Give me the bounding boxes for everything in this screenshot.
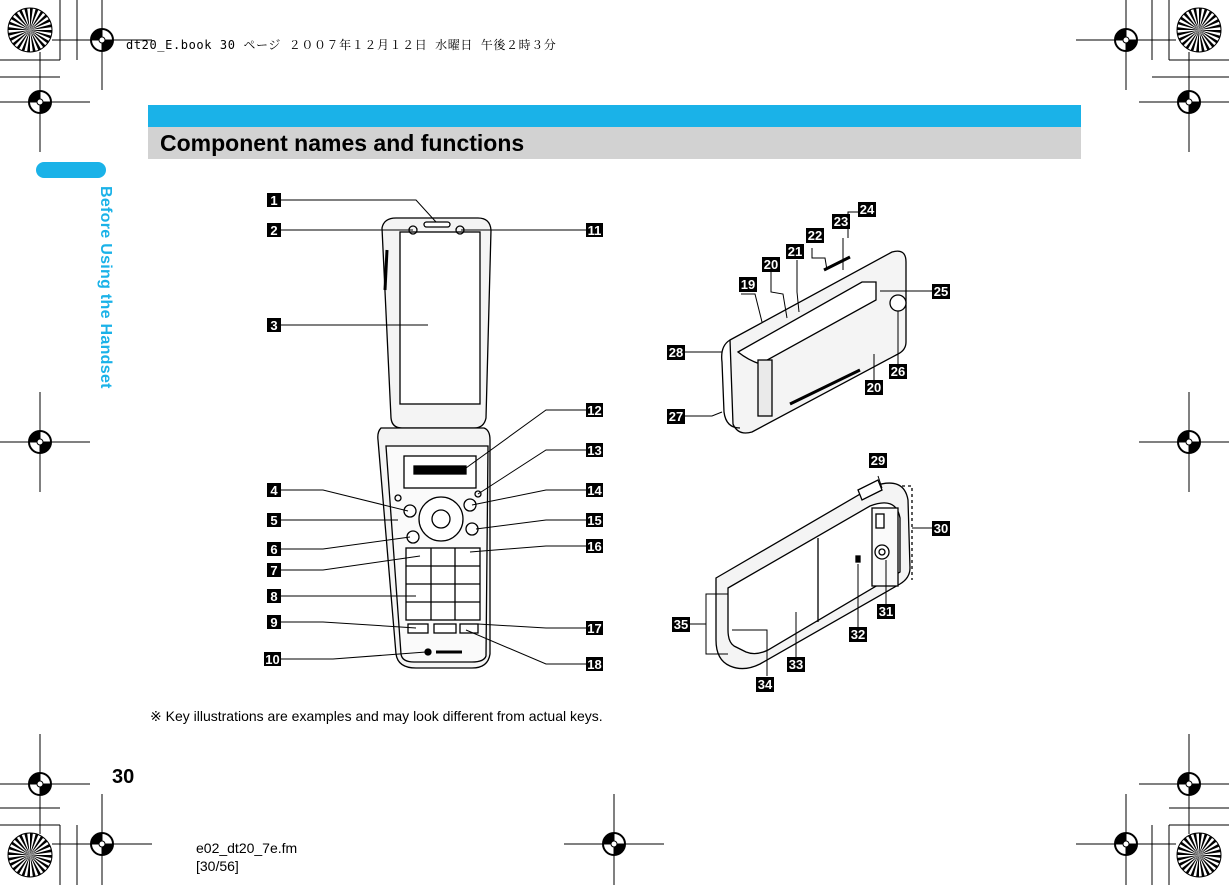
svg-text:8: 8 — [270, 589, 278, 604]
callout-30 — [932, 521, 950, 536]
svg-text:6: 6 — [270, 542, 278, 557]
callout-labels — [264, 193, 950, 692]
svg-text:9: 9 — [270, 615, 278, 630]
svg-text:25: 25 — [933, 284, 949, 299]
page-number: 30 — [112, 766, 135, 788]
section-title: Component names and functions — [160, 130, 525, 156]
callout-21 — [786, 244, 804, 259]
svg-text:20: 20 — [866, 380, 882, 395]
callout-16 — [586, 539, 603, 554]
svg-text:4: 4 — [270, 483, 278, 498]
svg-text:10: 10 — [265, 652, 280, 667]
callout-35 — [672, 617, 690, 632]
svg-text:20: 20 — [763, 257, 779, 272]
svg-text:18: 18 — [587, 657, 602, 672]
svg-text:22: 22 — [807, 228, 823, 243]
svg-text:32: 32 — [850, 627, 866, 642]
chapter-label: Before Using the Handset — [97, 186, 114, 389]
svg-text:21: 21 — [787, 244, 803, 259]
svg-text:1: 1 — [270, 193, 278, 208]
callout-23 — [832, 214, 850, 229]
callout-29 — [869, 453, 887, 468]
callout-11 — [586, 223, 603, 238]
callout-2 — [267, 223, 281, 238]
key-illustration-note: ※ Key illustrations are examples and may look different from actual keys. — [150, 708, 603, 724]
svg-text:23: 23 — [833, 214, 849, 229]
callout-15 — [586, 513, 603, 528]
svg-text:13: 13 — [587, 443, 602, 458]
svg-text:29: 29 — [870, 453, 886, 468]
svg-text:7: 7 — [270, 563, 278, 578]
callout-5 — [267, 513, 281, 528]
svg-text:31: 31 — [878, 604, 894, 619]
callout-34 — [756, 677, 774, 692]
callout-20-top — [762, 257, 780, 272]
callout-1 — [267, 193, 281, 208]
svg-text:28: 28 — [668, 345, 684, 360]
svg-text:14: 14 — [587, 483, 602, 498]
callout-6 — [267, 542, 281, 557]
svg-text:24: 24 — [859, 202, 875, 217]
callout-8 — [267, 589, 281, 604]
svg-text:3: 3 — [270, 318, 278, 333]
svg-text:12: 12 — [587, 403, 602, 418]
callout-25 — [932, 284, 950, 299]
svg-text:2: 2 — [270, 223, 278, 238]
callout-33 — [787, 657, 805, 672]
svg-text:16: 16 — [587, 539, 602, 554]
svg-text:33: 33 — [788, 657, 804, 672]
callout-10 — [264, 652, 281, 667]
callout-7 — [267, 563, 281, 578]
callout-22 — [806, 228, 824, 243]
callout-17 — [586, 621, 603, 636]
svg-text:15: 15 — [587, 513, 602, 528]
callout-32 — [849, 627, 867, 642]
callout-26 — [889, 364, 907, 379]
svg-text:5: 5 — [270, 513, 278, 528]
callout-18 — [586, 657, 603, 672]
svg-text:17: 17 — [587, 621, 602, 636]
callout-28 — [667, 345, 685, 360]
callout-3 — [267, 318, 281, 333]
footer-file-name: e02_dt20_7e.fm — [196, 840, 298, 856]
callout-20-bottom — [865, 380, 883, 395]
callout-19 — [739, 277, 757, 292]
handset-front-illustration — [378, 218, 491, 668]
callout-12 — [586, 403, 603, 418]
callout-14 — [586, 483, 603, 498]
print-header-line: dt20_E.book 30 ページ ２００７年１２月１２日 水曜日 午後２時３分 — [126, 38, 557, 52]
svg-text:27: 27 — [668, 409, 684, 424]
svg-text:11: 11 — [587, 223, 602, 238]
svg-text:35: 35 — [673, 617, 689, 632]
handset-back-illustration — [716, 480, 912, 669]
svg-text:26: 26 — [890, 364, 906, 379]
footer-page-ref: [30/56] — [196, 858, 239, 874]
callout-27 — [667, 409, 685, 424]
svg-text:30: 30 — [933, 521, 949, 536]
callout-31 — [877, 604, 895, 619]
callout-13 — [586, 443, 603, 458]
svg-text:34: 34 — [757, 677, 773, 692]
callout-9 — [267, 615, 281, 630]
callout-24 — [858, 202, 876, 217]
svg-text:19: 19 — [740, 277, 756, 292]
callout-4 — [267, 483, 281, 498]
